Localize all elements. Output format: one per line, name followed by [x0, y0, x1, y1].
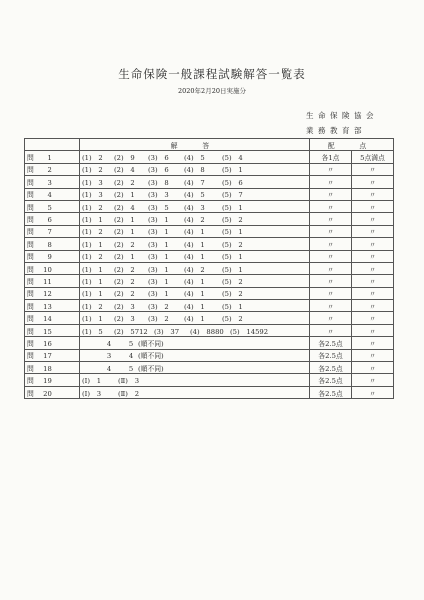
- answer-item: (3) 6: [148, 166, 169, 175]
- answer-item: (2) 9: [114, 154, 135, 163]
- answer-item: (1) 1: [82, 277, 103, 286]
- answer-cell: [80, 362, 310, 374]
- answer-cell: [80, 349, 310, 361]
- answer-item: (5) 2: [222, 315, 243, 324]
- question-kanji: 問: [27, 327, 34, 336]
- question-kanji: 問: [27, 290, 34, 299]
- answer-cell: [80, 300, 310, 312]
- question-digit: 8: [47, 240, 52, 249]
- question-kanji: 問: [27, 352, 34, 361]
- answer-item: (1) 2: [82, 203, 103, 212]
- question-kanji: 問: [27, 216, 34, 225]
- points-total: 〃: [352, 188, 394, 200]
- points-total: 〃: [352, 213, 394, 225]
- answer-cell: [80, 188, 310, 200]
- points-each: 〃: [310, 176, 352, 188]
- points-each: 各2.5点: [310, 349, 352, 361]
- points-total: 〃: [352, 250, 394, 262]
- answer-item: (2) 2: [114, 290, 135, 299]
- question-number: [25, 386, 80, 398]
- order-note: (順不同): [138, 364, 164, 373]
- answer-item: (5) 7: [222, 191, 243, 200]
- question-kanji: 問: [27, 364, 34, 373]
- answer-item: (1) 5: [82, 327, 103, 336]
- answer-cell: [80, 262, 310, 274]
- answer-item: (4) 2: [184, 265, 205, 274]
- answer-cell: [80, 213, 310, 225]
- points-each: 〃: [310, 238, 352, 250]
- answer-item: (3) 1: [148, 290, 169, 299]
- answer-item: (4) 1: [184, 228, 205, 237]
- question-digit: 19: [43, 377, 52, 386]
- answer-item: (3) 1: [148, 216, 169, 225]
- answer-item: (Ⅱ) 2: [118, 389, 140, 398]
- answer-item: (1) 3: [82, 191, 103, 200]
- table-row: [25, 238, 394, 250]
- answer-cell: [80, 337, 310, 349]
- table-row: [25, 337, 394, 349]
- points-each: 〃: [310, 200, 352, 212]
- points-total: 〃: [352, 238, 394, 250]
- table-row: [25, 163, 394, 175]
- question-kanji: 問: [27, 265, 34, 274]
- header-blank: [25, 139, 80, 151]
- answer-item: (5) 1: [222, 265, 243, 274]
- points-total: 5点満点: [352, 151, 394, 163]
- table-row: [25, 213, 394, 225]
- question-kanji: 問: [27, 154, 34, 163]
- answer-item: (Ⅰ) 1: [82, 377, 102, 386]
- answer-item: (4) 1: [184, 277, 205, 286]
- answer-cell: [80, 163, 310, 175]
- answer-item: (2) 2: [114, 178, 135, 187]
- answer-item: (2) 2: [114, 265, 135, 274]
- table-row: [25, 225, 394, 237]
- question-digit: 14: [43, 315, 52, 324]
- answer-item: (4) 8: [184, 166, 205, 175]
- points-each: 〃: [310, 225, 352, 237]
- answer-item: (4) 1: [184, 290, 205, 299]
- answer-cell: [80, 275, 310, 287]
- points-total: 〃: [352, 374, 394, 386]
- points-each: 〃: [310, 275, 352, 287]
- table-row: [25, 374, 394, 386]
- answer-item: (5) 2: [222, 277, 243, 286]
- table-row: [25, 250, 394, 262]
- table-row: [25, 324, 394, 336]
- points-each: 〃: [310, 250, 352, 262]
- header-answer: 解 答: [80, 139, 310, 151]
- question-digit: 11: [43, 277, 52, 286]
- answer-item: (2) 1: [114, 191, 135, 200]
- question-number: [25, 300, 80, 312]
- question-number: [25, 324, 80, 336]
- answer-item: (4) 1: [184, 253, 205, 262]
- answer-cell: [80, 312, 310, 324]
- answer-item: (5) 1: [222, 253, 243, 262]
- answer-item: (1) 1: [82, 290, 103, 299]
- answer-item: (3) 1: [148, 228, 169, 237]
- points-each: 〃: [310, 163, 352, 175]
- answer-item: (4) 2: [184, 216, 205, 225]
- document-title: 生命保険一般課程試験解答一覧表: [118, 67, 306, 81]
- question-number: [25, 349, 80, 361]
- answer-choice: 3: [106, 352, 112, 361]
- answer-item: (1) 2: [82, 228, 103, 237]
- question-digit: 13: [43, 302, 52, 311]
- points-each: 〃: [310, 324, 352, 336]
- answer-item: (Ⅱ) 3: [118, 377, 140, 386]
- points-each: 各2.5点: [310, 362, 352, 374]
- table-header-row: [25, 139, 394, 151]
- answer-item: (5) 1: [222, 302, 243, 311]
- points-each: 〃: [310, 287, 352, 299]
- answer-cell: [80, 374, 310, 386]
- answer-cell: [80, 225, 310, 237]
- answer-item: (5) 2: [222, 240, 243, 249]
- points-total: 〃: [352, 275, 394, 287]
- answer-item: (2) 3: [114, 302, 135, 311]
- question-number: [25, 238, 80, 250]
- question-digit: 15: [43, 327, 52, 336]
- question-kanji: 問: [27, 339, 34, 348]
- points-total: 〃: [352, 176, 394, 188]
- answer-item: (2) 4: [114, 203, 135, 212]
- answer-choice: 5: [128, 339, 134, 348]
- answer-cell: [80, 176, 310, 188]
- question-kanji: 問: [27, 228, 34, 237]
- question-number: [25, 262, 80, 274]
- answer-item: (5) 4: [222, 154, 243, 163]
- issuer-block: [306, 108, 378, 138]
- table-row: [25, 275, 394, 287]
- points-total: 〃: [352, 225, 394, 237]
- answer-item: (5) 14592: [230, 327, 269, 336]
- table-row: [25, 386, 394, 398]
- question-number: [25, 374, 80, 386]
- points-each: 〃: [310, 188, 352, 200]
- order-note: (順不同): [138, 339, 164, 348]
- answer-item: (2) 2: [114, 240, 135, 249]
- answer-item: (3) 1: [148, 240, 169, 249]
- answer-item: (1) 2: [82, 166, 103, 175]
- answer-choice: 4: [106, 364, 112, 373]
- question-digit: 7: [47, 228, 52, 237]
- header-points: 配 点: [310, 139, 394, 151]
- question-digit: 18: [43, 364, 52, 373]
- points-total: 〃: [352, 262, 394, 274]
- points-each: 各2.5点: [310, 386, 352, 398]
- table-row: [25, 349, 394, 361]
- question-number: [25, 200, 80, 212]
- question-kanji: 問: [27, 166, 34, 175]
- question-number: [25, 213, 80, 225]
- answer-item: (1) 1: [82, 265, 103, 274]
- question-kanji: 問: [27, 302, 34, 311]
- question-kanji: 問: [27, 191, 34, 200]
- answer-item: (2) 1: [114, 228, 135, 237]
- answer-item: (1) 2: [82, 302, 103, 311]
- question-digit: 9: [47, 253, 52, 262]
- question-kanji: 問: [27, 178, 34, 187]
- question-number: [25, 337, 80, 349]
- points-each: 各1点: [310, 151, 352, 163]
- question-digit: 1: [47, 154, 52, 163]
- answer-item: (3) 5: [148, 203, 169, 212]
- answer-item: (2) 1: [114, 216, 135, 225]
- question-number: [25, 312, 80, 324]
- table-row: [25, 300, 394, 312]
- points-total: 〃: [352, 337, 394, 349]
- answer-item: (4) 1: [184, 315, 205, 324]
- question-number: [25, 362, 80, 374]
- answer-item: (Ⅰ) 3: [82, 389, 102, 398]
- answer-item: (3) 3: [148, 191, 169, 200]
- points-each: 〃: [310, 213, 352, 225]
- question-kanji: 問: [27, 389, 34, 398]
- question-number: [25, 151, 80, 163]
- answer-item: (1) 2: [82, 154, 103, 163]
- answer-item: (4) 3: [184, 203, 205, 212]
- points-each: 各2.5点: [310, 374, 352, 386]
- answer-item: (3) 8: [148, 178, 169, 187]
- points-total: 〃: [352, 287, 394, 299]
- answer-item: (1) 2: [82, 253, 103, 262]
- answer-cell: [80, 324, 310, 336]
- question-digit: 2: [47, 166, 52, 175]
- question-digit: 6: [47, 216, 52, 225]
- question-number: [25, 275, 80, 287]
- answer-item: (5) 2: [222, 216, 243, 225]
- answer-item: (2) 3: [114, 315, 135, 324]
- answer-choice: 4: [106, 339, 112, 348]
- answer-item: (2) 5712: [114, 327, 148, 336]
- question-number: [25, 163, 80, 175]
- points-total: 〃: [352, 300, 394, 312]
- question-kanji: 問: [27, 277, 34, 286]
- question-number: [25, 176, 80, 188]
- answer-item: (3) 2: [148, 302, 169, 311]
- question-digit: 17: [43, 352, 52, 361]
- points-each: 〃: [310, 312, 352, 324]
- question-number: [25, 287, 80, 299]
- answer-item: (2) 4: [114, 166, 135, 175]
- table-row: [25, 200, 394, 212]
- question-digit: 20: [43, 389, 52, 398]
- table-row: [25, 176, 394, 188]
- points-each: 各2.5点: [310, 337, 352, 349]
- answer-table: [24, 138, 394, 399]
- table-row: [25, 262, 394, 274]
- question-number: [25, 250, 80, 262]
- answer-cell: [80, 238, 310, 250]
- question-digit: 10: [43, 265, 52, 274]
- answer-item: (3) 1: [148, 277, 169, 286]
- points-each: 〃: [310, 300, 352, 312]
- answer-item: (3) 37: [154, 327, 180, 336]
- question-kanji: 問: [27, 315, 34, 324]
- answer-cell: [80, 250, 310, 262]
- answer-cell: [80, 287, 310, 299]
- answer-item: (4) 5: [184, 154, 205, 163]
- points-total: 〃: [352, 386, 394, 398]
- question-digit: 12: [43, 290, 52, 299]
- answer-item: (1) 1: [82, 216, 103, 225]
- answer-cell: [80, 386, 310, 398]
- points-total: 〃: [352, 324, 394, 336]
- answer-item: (5) 1: [222, 166, 243, 175]
- answer-item: (1) 3: [82, 178, 103, 187]
- answer-item: (4) 7: [184, 178, 205, 187]
- table-row: [25, 362, 394, 374]
- question-number: [25, 188, 80, 200]
- answer-item: (5) 2: [222, 290, 243, 299]
- answer-cell: [80, 151, 310, 163]
- question-kanji: 問: [27, 377, 34, 386]
- answer-choice: 4: [128, 352, 134, 361]
- answer-item: (5) 1: [222, 228, 243, 237]
- answer-item: (2) 2: [114, 277, 135, 286]
- answer-item: (3) 2: [148, 315, 169, 324]
- answer-item: (4) 1: [184, 240, 205, 249]
- points-total: 〃: [352, 362, 394, 374]
- points-total: 〃: [352, 163, 394, 175]
- points-total: 〃: [352, 200, 394, 212]
- answer-item: (2) 1: [114, 253, 135, 262]
- answer-item: (3) 1: [148, 265, 169, 274]
- answer-item: (1) 1: [82, 240, 103, 249]
- answer-item: (3) 6: [148, 154, 169, 163]
- question-digit: 5: [47, 203, 52, 212]
- answer-choice: 5: [128, 364, 134, 373]
- answer-item: (1) 1: [82, 315, 103, 324]
- question-digit: 4: [47, 191, 52, 200]
- issuer-department: 業務教育部: [306, 126, 366, 135]
- table-row: [25, 188, 394, 200]
- question-kanji: 問: [27, 240, 34, 249]
- table-row: [25, 287, 394, 299]
- question-kanji: 問: [27, 253, 34, 262]
- question-number: [25, 225, 80, 237]
- issuer-association: 生命保険協会: [306, 111, 378, 120]
- points-total: 〃: [352, 312, 394, 324]
- order-note: (順不同): [138, 352, 164, 361]
- points-each: 〃: [310, 262, 352, 274]
- table-row: [25, 151, 394, 163]
- question-kanji: 問: [27, 203, 34, 212]
- answer-item: (5) 1: [222, 203, 243, 212]
- question-digit: 16: [43, 339, 52, 348]
- answer-item: (4) 1: [184, 302, 205, 311]
- answer-item: (4) 8880: [190, 327, 224, 336]
- answer-item: (3) 1: [148, 253, 169, 262]
- answer-cell: [80, 200, 310, 212]
- answer-item: (4) 5: [184, 191, 205, 200]
- table-row: [25, 312, 394, 324]
- points-total: 〃: [352, 349, 394, 361]
- exam-date: 2020年2月20日実施分: [178, 87, 246, 95]
- answer-item: (5) 6: [222, 178, 243, 187]
- question-digit: 3: [47, 178, 52, 187]
